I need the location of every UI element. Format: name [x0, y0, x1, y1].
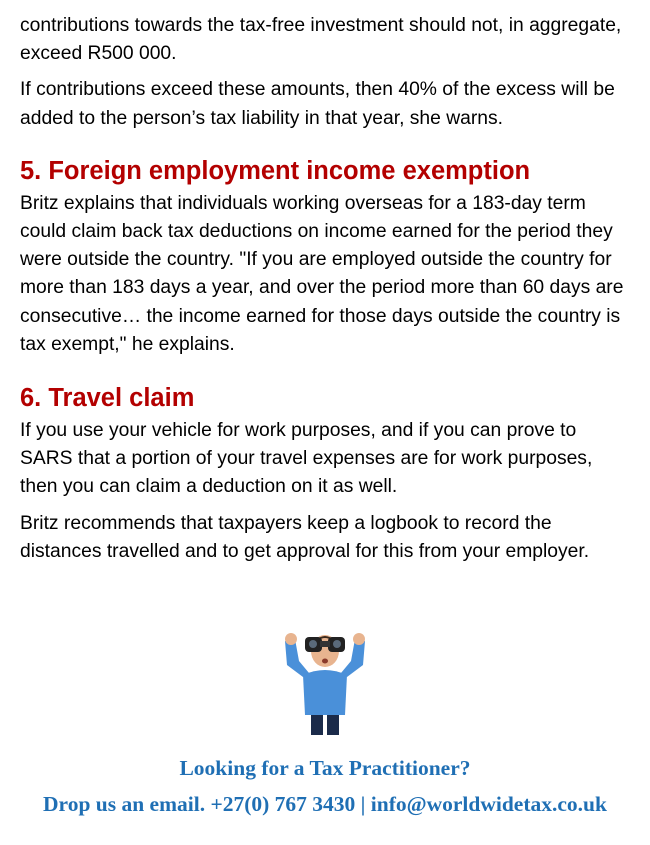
intro-paragraph-2: If contributions exceed these amounts, then 40% of the excess will be added to the person’s tax liability in that year, she warns. — [20, 79, 615, 129]
footer-tagline: Looking for a Tax Practitioner? — [179, 756, 471, 780]
intro-paragraph-1: contributions towards the tax-free investment should not, in aggregate, exceed R500 000. — [20, 15, 622, 65]
section-heading-travel-claim: 6. Travel claim — [20, 384, 195, 413]
section-heading-foreign-employment: 5. Foreign employment income exemption — [20, 156, 531, 185]
article-body — [20, 12, 632, 566]
section-travel-claim-paragraph-1: If you use your vehicle for work purposes, and if you can prove to SARS that a portion of your travel expenses are for work purposes, then you can claim a deduction on it as well. — [20, 420, 593, 498]
section-foreign-employment-paragraph: Britz explains that individuals working overseas for a 183-day term could claim back tax deductions on income earned for the period they were outside the country. "If you are employed outside the country for more than 183 days a year, and over the period more than 60 days are consecutive… the income earned for those days outside the country is tax exempt," he explains. — [20, 192, 624, 355]
man-with-binoculars-icon — [265, 625, 385, 737]
section-travel-claim-paragraph-2: Britz recommends that taxpayers keep a logbook to record the distances travelled and to get approval for this from your employer. — [20, 512, 590, 562]
footer-contact-line[interactable]: Drop us an email. +27(0) 767 3430 | info@worldwidetax.co.uk — [43, 792, 607, 816]
